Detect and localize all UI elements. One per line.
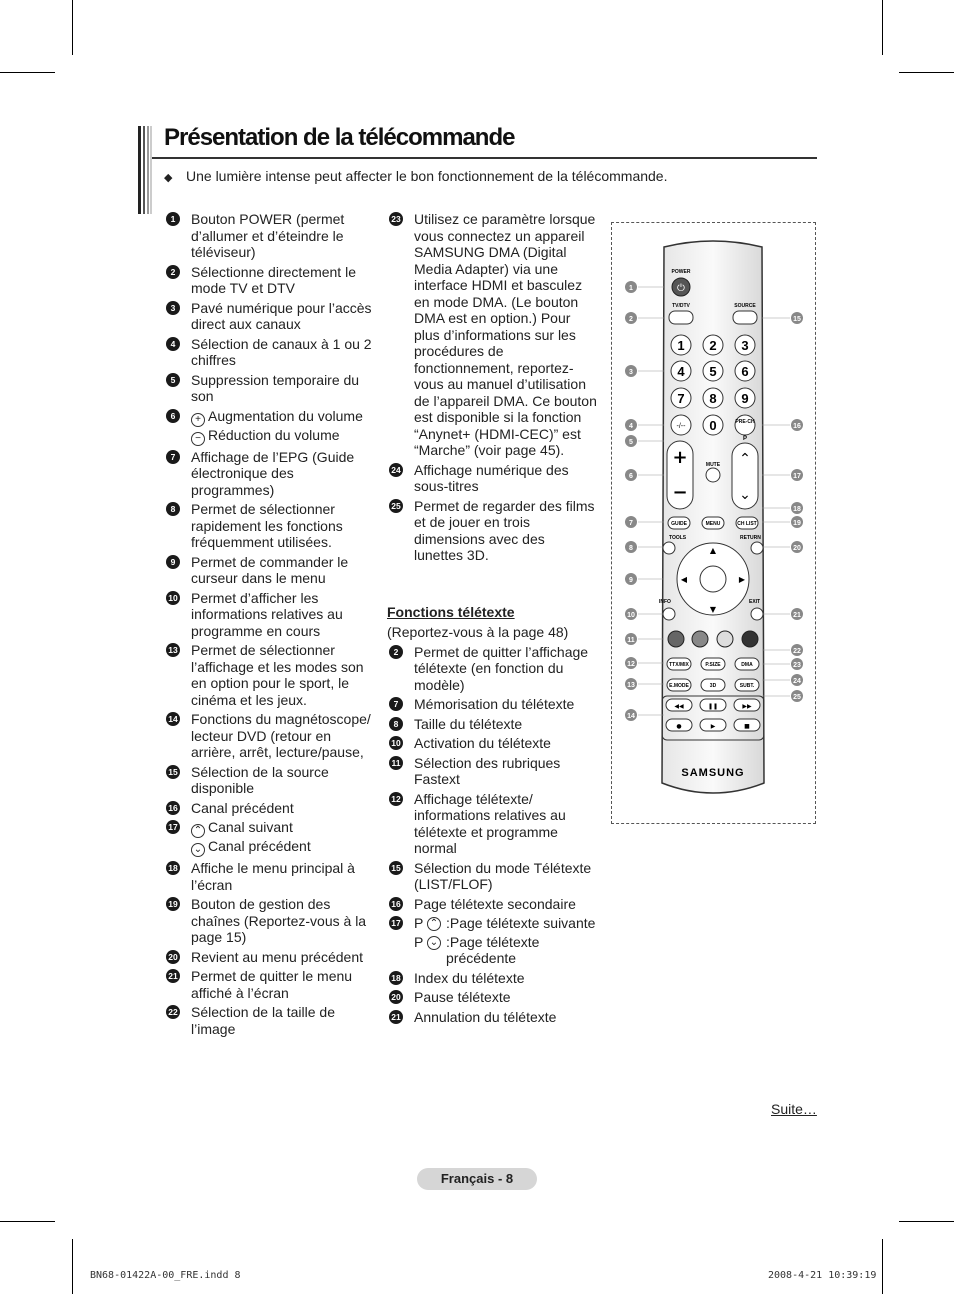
list-item xyxy=(164,449,374,499)
item-number: 15 xyxy=(166,765,180,779)
return-label: RETURN xyxy=(740,535,761,541)
item-text: :Page télétexte précédente xyxy=(446,933,540,966)
item-number: 11 xyxy=(389,756,403,770)
item-number: 7 xyxy=(166,450,180,464)
tvdtv-button[interactable] xyxy=(669,311,693,324)
callout-number: 10 xyxy=(627,612,635,619)
list-item xyxy=(164,896,374,946)
tools-label: TOOLS xyxy=(669,535,687,541)
fast-forward-icon: ▶▶ xyxy=(742,703,752,710)
nav-left-icon: ◀ xyxy=(680,575,688,584)
diamond-bullet-icon: ◆ xyxy=(164,172,173,184)
item-text: Permet de sélectionner rapidement les fonctions fréquemment utilisées. xyxy=(191,501,343,550)
item-number: 13 xyxy=(166,643,180,657)
color-key-green[interactable] xyxy=(692,631,708,647)
list-item xyxy=(387,755,597,788)
digit-label: 9 xyxy=(741,391,749,406)
list-item xyxy=(387,791,597,857)
item-text: Canal suivant xyxy=(208,819,293,835)
callout-number: 22 xyxy=(793,648,801,655)
list-item xyxy=(387,696,597,713)
teletext-title: Fonctions télétexte xyxy=(387,603,515,620)
item-text: Sélection de la source disponible xyxy=(191,763,329,796)
crop-mark xyxy=(72,0,73,55)
item-number: 18 xyxy=(166,861,180,875)
callout-number: 5 xyxy=(629,439,633,446)
remote-control-illustration xyxy=(612,223,815,823)
remote-illustration-frame xyxy=(611,222,816,824)
item-number: 1 xyxy=(166,212,180,226)
item-text: Permet d’afficher les informations relatives au programme en cours xyxy=(191,589,343,639)
item-text: Affichage de l’EPG (Guide électronique des programmes) xyxy=(191,448,355,498)
p-label: P xyxy=(414,933,424,950)
item-number: 23 xyxy=(389,212,403,226)
item-number: 14 xyxy=(166,712,180,726)
item-text: Pause télétexte xyxy=(414,989,511,1005)
left-column xyxy=(164,211,374,1040)
item-number: 25 xyxy=(389,499,403,513)
item-text: Réduction du volume xyxy=(208,426,340,443)
list-item xyxy=(164,408,374,446)
color-key-blue[interactable] xyxy=(742,631,758,647)
chlist-button-label: CH LIST xyxy=(737,521,757,527)
item-text: Permet de quitter l’affichage télétexte (en fonction du modèle) xyxy=(414,643,589,693)
callout-number: 14 xyxy=(627,713,635,720)
callout-number: 18 xyxy=(793,506,801,513)
volume-down-icon: − xyxy=(672,482,688,503)
teletext-ref: (Reportez-vous à la page 48) xyxy=(387,624,569,640)
item-text: Sélectionne directement le mode TV et DTV xyxy=(191,263,356,296)
item-text: Page télétexte secondaire xyxy=(414,895,576,912)
callout-number: 4 xyxy=(629,423,633,430)
item-text: Bouton POWER (permet d’allumer et d’éteindre le téléviseur) xyxy=(191,211,345,260)
item-number: 22 xyxy=(166,1005,180,1019)
list-item xyxy=(387,644,597,694)
play-icon: ▶ xyxy=(710,723,716,730)
callout-number: 24 xyxy=(793,678,801,685)
list-item xyxy=(164,860,374,893)
minus-icon: − xyxy=(191,432,205,446)
item-text: Permet de regarder des films et de jouer en trois dimensions avec des lunettes 3D. xyxy=(414,497,595,563)
item-number: 24 xyxy=(389,463,403,477)
callout-number: 6 xyxy=(629,473,633,480)
list-item xyxy=(164,501,374,551)
digit-label: 1 xyxy=(677,338,685,353)
callout-number: 20 xyxy=(793,545,801,552)
intro-note xyxy=(164,168,667,184)
item-text: Sélection du mode Télétexte (LIST/FLOF) xyxy=(414,859,592,892)
list-item xyxy=(164,372,374,405)
digit-label: 6 xyxy=(741,364,749,379)
dma-button-label: DMA xyxy=(741,662,753,668)
item-number: 10 xyxy=(389,736,403,750)
callout-number: 21 xyxy=(793,612,801,619)
color-key-yellow[interactable] xyxy=(717,631,733,647)
item-text: Index du télétexte xyxy=(414,969,525,986)
item-text: Sélection des rubriques Fastext xyxy=(414,754,561,787)
item-number: 19 xyxy=(166,897,180,911)
item-number: 7 xyxy=(389,697,403,711)
crop-mark xyxy=(72,1239,73,1294)
list-item xyxy=(164,336,374,369)
teletext-list xyxy=(387,644,597,913)
item-text: Canal précédent xyxy=(191,799,294,816)
digit-label: 3 xyxy=(741,338,749,353)
list-item xyxy=(164,764,374,797)
list-item xyxy=(164,590,374,640)
list-item xyxy=(164,819,374,857)
callout-number: 7 xyxy=(629,520,633,527)
item-number: 20 xyxy=(389,990,403,1004)
item-text: Fonctions du magnétoscope/ lecteur DVD (retour en arrière, arrêt, lecture/pause, xyxy=(191,711,371,760)
title-rule xyxy=(152,157,817,159)
nav-down-icon: ▼ xyxy=(709,605,717,614)
callout-number: 16 xyxy=(793,423,801,430)
digit-label: 8 xyxy=(709,391,717,406)
stop-icon: ● xyxy=(676,723,682,730)
item-text: :Page télétexte suivante xyxy=(446,915,596,931)
power-label: POWER xyxy=(671,269,691,275)
item-number: 5 xyxy=(166,373,180,387)
item-text: Taille du télétexte xyxy=(414,715,523,732)
info-button[interactable] xyxy=(663,608,675,620)
item-number: 21 xyxy=(166,969,180,983)
item-number: 20 xyxy=(166,950,180,964)
pause-icon: ❚❚ xyxy=(707,703,719,710)
callout-number: 12 xyxy=(627,661,635,668)
item-number: 17 xyxy=(389,916,403,930)
mid-list xyxy=(387,211,597,564)
plus-icon: + xyxy=(191,413,205,427)
item-number: 15 xyxy=(389,861,403,875)
callout-number: 8 xyxy=(629,545,633,552)
list-item xyxy=(164,968,374,1001)
callout-number: 17 xyxy=(793,473,801,480)
list-item xyxy=(164,642,374,708)
p-label: P xyxy=(742,436,748,442)
item-text: Sélection de la taille de l’image xyxy=(191,1004,335,1037)
list-item xyxy=(387,498,597,564)
color-key-red[interactable] xyxy=(668,631,684,647)
item-text: Revient au menu précédent xyxy=(191,948,363,965)
list-item xyxy=(164,1004,374,1037)
channel-up-icon: ⌃ xyxy=(739,451,751,467)
item-number: 2 xyxy=(166,265,180,279)
digit-label: 7 xyxy=(677,391,685,406)
nav-up-icon: ▲ xyxy=(709,546,717,555)
item-text: Permet de quitter le menu affiché à l’écran xyxy=(191,968,353,1001)
list-item xyxy=(164,554,374,587)
footer-date: 2008-4-21 10:39:19 xyxy=(768,1270,877,1281)
list-item xyxy=(387,989,597,1006)
footer-file: BN68-01422A-00_FRE.indd 8 xyxy=(90,1270,241,1281)
crop-mark xyxy=(899,1221,954,1222)
item-number: 4 xyxy=(166,337,180,351)
item-number: 10 xyxy=(166,591,180,605)
volume-up-icon: + xyxy=(672,447,688,468)
chevron-down-icon: ⌄ xyxy=(191,843,205,857)
item-text: Affichage télétexte/ informations relatives au télétexte et programme normal xyxy=(414,790,566,856)
item-number: 17 xyxy=(166,820,180,834)
crop-mark xyxy=(882,0,883,55)
page-title: Présentation de la télécommande xyxy=(164,124,515,151)
item-text: Permet de commander le curseur dans le menu xyxy=(191,553,349,586)
item-number: 2 xyxy=(389,645,403,659)
power-icon: ⏻ xyxy=(677,283,685,294)
item-number: 12 xyxy=(389,792,403,806)
list-item xyxy=(387,462,597,495)
item-text: Augmentation du volume xyxy=(208,407,363,424)
tools-button[interactable] xyxy=(663,542,675,554)
callout-number: 15 xyxy=(793,316,801,323)
list-item xyxy=(164,264,374,297)
three-d-button-label: 3D xyxy=(709,683,717,689)
prech-label: PRE-CH xyxy=(735,419,755,425)
digit-label: 0 xyxy=(709,418,717,433)
rewind-icon: ◀◀ xyxy=(674,703,684,710)
item-number: 18 xyxy=(389,971,403,985)
exit-button[interactable] xyxy=(751,608,763,620)
continued-link[interactable]: Suite… xyxy=(771,1101,817,1117)
enter-button[interactable] xyxy=(700,566,726,592)
list-item xyxy=(164,711,374,761)
item-number: 16 xyxy=(389,897,403,911)
callout-number: 13 xyxy=(627,682,635,689)
subt-button-label: SUBT. xyxy=(739,683,755,689)
list-item xyxy=(164,211,374,261)
teletext-list-end xyxy=(387,970,597,1026)
guide-button-label: GUIDE xyxy=(671,521,687,527)
return-button[interactable] xyxy=(751,542,763,554)
item-text: Permet de sélectionner l’affichage et les modes son en option pour le sport, le cinéma et les jeux. xyxy=(191,642,364,708)
digit-label: 5 xyxy=(709,364,717,379)
item-text: Affichage numérique des sous-titres xyxy=(414,461,569,494)
item-number: 3 xyxy=(166,301,180,315)
list-item xyxy=(387,915,597,967)
chevron-down-icon: ⌄ xyxy=(427,936,441,950)
list-item xyxy=(164,800,374,817)
brand-logo: SAMSUNG xyxy=(681,767,745,779)
item-text: Suppression temporaire du son xyxy=(191,371,360,404)
chevron-up-icon: ⌃ xyxy=(191,824,205,838)
list-item xyxy=(387,896,597,913)
list-item xyxy=(387,211,597,459)
item-text: Bouton de gestion des chaînes (Reportez-vous à la page 15) xyxy=(191,896,367,945)
item-text: Activation du télétexte xyxy=(414,735,551,751)
item-number: 16 xyxy=(166,801,180,815)
tvdtv-label: TV/DTV xyxy=(672,303,690,309)
callout-number: 19 xyxy=(793,520,801,527)
item-text: Utilisez ce paramètre lorsque vous connectez un appareil SAMSUNG DMA (Digital Media Adapter) via une interface HDMI et basculez en mode DMA. (Le bouton DMA est en option.) Pour plus d’informations sur les procédures de fonctionnement, reportez-vous au manuel d’utilisation de l’appareil DMA. Ce bouton est disponible si la fonction “Anynet+ (HDMI-CEC)” est “Marche” (voir page 45). xyxy=(414,211,597,458)
dash-label: -/-- xyxy=(676,423,686,430)
item-text: Annulation du télétexte xyxy=(414,1008,557,1025)
list-item xyxy=(164,300,374,333)
psize-button-label: P.SIZE xyxy=(705,662,721,668)
exit-label: EXIT xyxy=(749,599,761,605)
item-number: 8 xyxy=(166,502,180,516)
item-number: 8 xyxy=(389,717,403,731)
source-button[interactable] xyxy=(733,311,757,324)
callout-number: 25 xyxy=(793,694,801,701)
mute-label: MUTE xyxy=(705,462,721,468)
ttx-button-label: TTX/MIX xyxy=(669,662,689,668)
chevron-up-icon: ⌃ xyxy=(427,917,441,931)
item-text: Affiche le menu principal à l’écran xyxy=(191,860,355,893)
callout-number: 3 xyxy=(629,369,633,376)
item-text: Pavé numérique pour l’accès direct aux canaux xyxy=(191,299,372,332)
callout-number: 11 xyxy=(627,637,635,644)
item-number: 9 xyxy=(166,555,180,569)
crop-mark xyxy=(0,72,55,73)
callout-number: 1 xyxy=(629,285,633,292)
page-number-badge: Français - 8 xyxy=(417,1168,537,1190)
prech-button[interactable] xyxy=(735,415,755,435)
callout-number: 9 xyxy=(629,577,633,584)
callout-number: 2 xyxy=(629,316,633,323)
crop-mark xyxy=(899,72,954,73)
title-decoration xyxy=(138,126,152,214)
middle-column xyxy=(387,211,597,1028)
item-number: 21 xyxy=(389,1010,403,1024)
digit-label: 2 xyxy=(709,338,717,353)
item-number: 6 xyxy=(166,409,180,423)
nav-right-icon: ▶ xyxy=(738,575,746,584)
item-text: Sélection de canaux à 1 ou 2 chiffres xyxy=(191,335,372,368)
callout-number: 23 xyxy=(793,662,801,669)
crop-mark xyxy=(0,1221,55,1222)
intro-text: Une lumière intense peut affecter le bon fonctionnement de la télécommande. xyxy=(186,168,668,184)
emode-button-label: E.MODE xyxy=(669,683,689,689)
item-text: Canal précédent xyxy=(208,838,311,854)
digit-label: 4 xyxy=(677,364,685,379)
record-icon: ■ xyxy=(744,723,750,730)
list-item xyxy=(164,949,374,966)
mute-button[interactable] xyxy=(706,468,720,482)
source-label: SOURCE xyxy=(734,303,756,309)
list-item xyxy=(387,735,597,752)
list-item xyxy=(387,716,597,733)
list-item xyxy=(387,1009,597,1026)
crop-mark xyxy=(882,1239,883,1294)
item-text: Mémorisation du télétexte xyxy=(414,696,575,712)
list-item xyxy=(387,860,597,893)
menu-button-label: MENU xyxy=(705,521,721,527)
channel-down-icon: ⌄ xyxy=(739,487,751,503)
info-label: INFO xyxy=(659,599,671,605)
p-label: P xyxy=(414,915,424,931)
list-item xyxy=(387,970,597,987)
